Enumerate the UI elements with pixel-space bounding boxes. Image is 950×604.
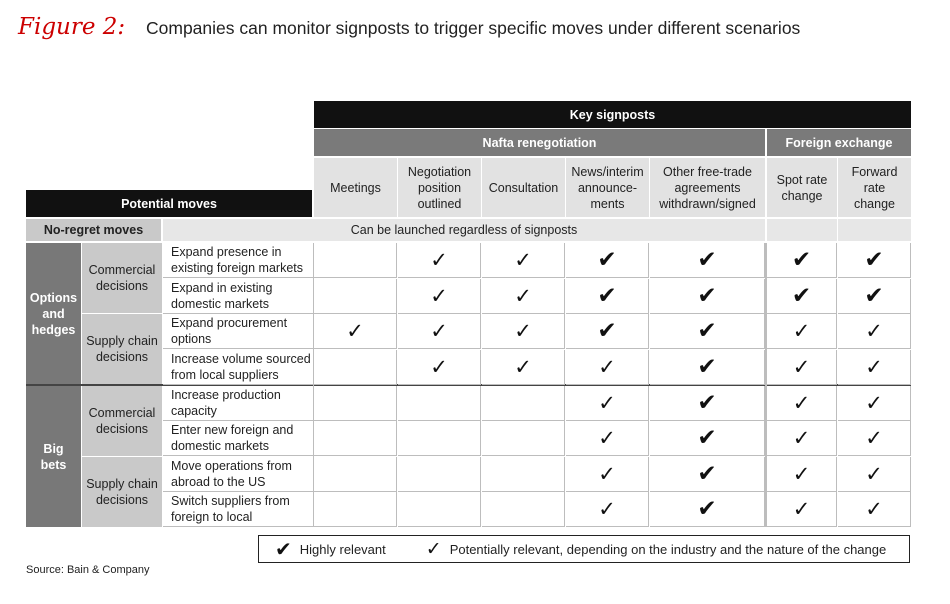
no-regret-forward-cell (838, 219, 911, 241)
col-header-consultation: Consultation (482, 158, 565, 217)
figure-label: Figure 2: (18, 14, 126, 40)
highly-relevant-icon: ✔ (697, 247, 717, 273)
potentially-relevant-icon: ✓ (865, 391, 883, 415)
potentially-relevant-icon: ✓ (430, 355, 448, 379)
signpost-cell (838, 421, 911, 456)
move-label: Expand in existing domestic markets (163, 279, 314, 314)
signpost-cell (482, 386, 565, 421)
group-label-big-bets: Big bets (26, 386, 81, 527)
subgroup-label: Supply chain decisions (82, 457, 162, 527)
signpost-cell (838, 350, 911, 385)
signpost-cell (566, 457, 649, 492)
move-label: Enter new foreign and domestic markets (163, 421, 314, 456)
legend-potential-label: Potentially relevant, depending on the industry and the nature of the change (449, 541, 887, 557)
highly-relevant-icon: ✔ (864, 283, 884, 309)
nafta-header: Nafta renegotiation (314, 129, 765, 156)
signpost-cell (482, 492, 565, 527)
potentially-relevant-icon: ✓ (792, 462, 811, 486)
highly-relevant-icon: ✔ (697, 318, 717, 344)
signpost-cell (314, 279, 397, 314)
move-label: Increase production capacity (163, 386, 314, 421)
signpost-cell (398, 279, 481, 314)
highly-relevant-icon: ✔ (791, 247, 812, 273)
potentially-relevant-icon: ✓ (514, 355, 532, 379)
figure-title: Companies can monitor signposts to trigger specific moves under different scenarios (146, 18, 801, 38)
potentially-relevant-icon: ✓ (430, 248, 448, 272)
highly-relevant-icon: ✔ (791, 283, 812, 309)
potentially-relevant-icon: ✓ (865, 319, 883, 343)
move-label: Expand presence in existing foreign markets (163, 243, 314, 278)
key-signposts-header: Key signposts (314, 101, 911, 128)
signpost-cell (314, 457, 397, 492)
potentially-relevant-icon: ✓ (865, 462, 883, 486)
potentially-relevant-icon: ✓ (792, 319, 811, 343)
signpost-cell (314, 492, 397, 527)
signpost-cell (767, 421, 837, 456)
legend-high-label: Highly relevant (299, 541, 386, 557)
signpost-cell (398, 457, 481, 492)
signpost-cell (838, 243, 911, 278)
signpost-cell (767, 386, 837, 421)
signpost-cell (398, 386, 481, 421)
signpost-cell (398, 421, 481, 456)
potentially-relevant-icon: ✓ (865, 497, 883, 521)
potentially-relevant-icon: ✓ (598, 462, 616, 486)
signpost-cell (482, 350, 565, 385)
signpost-cell (398, 243, 481, 278)
signpost-cell (566, 386, 649, 421)
potentially-relevant-icon: ✓ (865, 355, 883, 379)
potentially-relevant-icon: ✓ (865, 426, 883, 450)
highly-relevant-icon: ✔ (697, 283, 717, 309)
source-note: Source: Bain & Company (26, 564, 150, 576)
group-label-options-and-hedges: Options and hedges (26, 243, 81, 384)
signpost-cell (314, 350, 397, 385)
move-label: Expand procurement options (163, 314, 314, 349)
no-regret-spot-cell (767, 219, 837, 241)
fx-header: Foreign exchange (767, 129, 911, 156)
signpost-cell (838, 457, 911, 492)
signpost-cell (314, 386, 397, 421)
signpost-cell (398, 314, 481, 349)
signpost-cell (767, 492, 837, 527)
signpost-cell (767, 279, 837, 314)
subgroup-label: Supply chain decisions (82, 314, 162, 384)
col-header-forward-rate: Forward rate change (838, 158, 911, 217)
signpost-cell (314, 314, 397, 349)
subgroup-label: Commercial decisions (82, 386, 162, 456)
no-regret-note: Can be launched regardless of signposts (163, 219, 765, 241)
signpost-cell (566, 350, 649, 385)
signpost-cell (650, 314, 765, 349)
subgroup-label: Commercial decisions (82, 243, 162, 313)
potentially-relevant-icon: ✓ (430, 319, 448, 343)
potentially-relevant-icon: ✓ (346, 319, 364, 343)
signpost-cell (566, 421, 649, 456)
potentially-relevant-icon: ✓ (792, 355, 811, 379)
col-header-spot-rate: Spot rate change (767, 158, 837, 217)
potentially-relevant-icon: ✓ (792, 426, 811, 450)
highly-relevant-icon: ✔ (864, 247, 884, 273)
signpost-cell (838, 492, 911, 527)
signpost-cell (482, 314, 565, 349)
potentially-relevant-icon: ✓ (598, 355, 616, 379)
signpost-cell (838, 279, 911, 314)
potentially-relevant-icon: ✓ (430, 284, 448, 308)
move-label: Switch suppliers from foreign to local (163, 492, 314, 527)
signpost-cell (650, 421, 765, 456)
potentially-relevant-icon: ✓ (598, 391, 616, 415)
col-header-meetings: Meetings (314, 158, 397, 217)
col-header-negotiation: Negotiation position outlined (398, 158, 481, 217)
signpost-cell (767, 314, 837, 349)
signpost-cell (566, 492, 649, 527)
signpost-cell (482, 457, 565, 492)
highly-relevant-icon: ✔ (597, 283, 617, 309)
signpost-cell (314, 243, 397, 278)
signpost-cell (838, 314, 911, 349)
potentially-relevant-icon: ✓ (514, 319, 532, 343)
col-header-news: News/interim announce-ments (566, 158, 649, 217)
no-regret-label: No-regret moves (26, 219, 161, 241)
potentially-relevant-icon: ✓ (514, 284, 532, 308)
signpost-cell (650, 492, 765, 527)
signpost-cell (767, 243, 837, 278)
potential-moves-header: Potential moves (26, 190, 312, 217)
signpost-cell (838, 386, 911, 421)
signpost-cell (482, 279, 565, 314)
highly-relevant-icon: ✔ (597, 247, 617, 273)
signpost-cell (314, 421, 397, 456)
move-label: Move operations from abroad to the US (163, 457, 314, 492)
signpost-cell (767, 350, 837, 385)
highly-relevant-icon: ✔ (697, 354, 717, 380)
signpost-cell (566, 243, 649, 278)
signpost-cell (482, 421, 565, 456)
fx-divider (765, 243, 767, 527)
signpost-cell (398, 350, 481, 385)
highly-relevant-icon: ✔ (597, 318, 617, 344)
grid-border (313, 243, 314, 527)
potentially-relevant-icon: ✓ (792, 391, 811, 415)
move-label: Increase volume sourced from local suppliers (163, 350, 314, 385)
legend (258, 535, 910, 563)
col-header-free-trade: Other free-trade agreements withdrawn/signed (650, 158, 765, 217)
highly-relevant-icon: ✔ (275, 537, 292, 561)
signpost-cell (650, 243, 765, 278)
potentially-relevant-icon: ✓ (598, 497, 616, 521)
signpost-cell (566, 279, 649, 314)
potentially-relevant-icon: ✓ (514, 248, 532, 272)
potentially-relevant-icon: ✓ (598, 426, 616, 450)
signpost-cell (650, 279, 765, 314)
highly-relevant-icon: ✔ (697, 390, 717, 416)
signpost-cell (767, 457, 837, 492)
highly-relevant-icon: ✔ (697, 496, 717, 522)
signpost-cell (566, 314, 649, 349)
highly-relevant-icon: ✔ (697, 425, 717, 451)
signpost-cell (650, 386, 765, 421)
signpost-cell (482, 243, 565, 278)
signpost-cell (398, 492, 481, 527)
signpost-cell (650, 350, 765, 385)
potentially-relevant-icon: ✓ (792, 497, 811, 521)
signpost-cell (650, 457, 765, 492)
highly-relevant-icon: ✔ (697, 461, 717, 487)
potentially-relevant-icon: ✓ (425, 538, 442, 560)
